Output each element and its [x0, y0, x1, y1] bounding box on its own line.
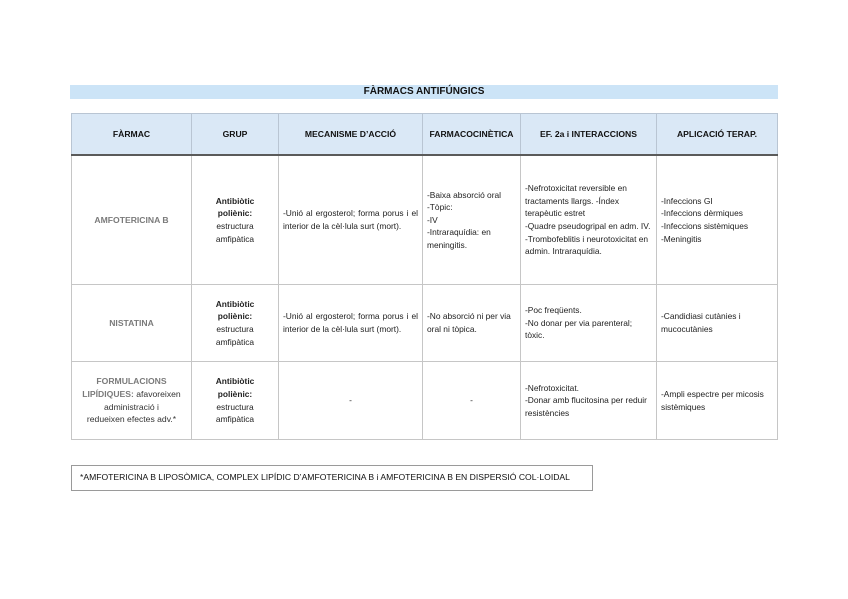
header-efectes: EF. 2a i INTERACCIONS — [521, 114, 657, 156]
header-farmac: FÀRMAC — [72, 114, 192, 156]
header-mecanisme: MECANISME D’ACCIÓ — [279, 114, 423, 156]
text-line: -Poc freqüents. — [525, 305, 582, 316]
grup-line: Antibiòtic — [215, 195, 255, 206]
text-line: -Quadre pseudogripal en adm. IV. — [525, 221, 651, 231]
cell-efectes — [521, 285, 657, 362]
cell-efectes — [521, 155, 657, 285]
grup-line: amfipàtica — [215, 414, 255, 425]
grup-line: poliènic: — [217, 311, 253, 322]
text-line: -No absorció ni per via oral ni tòpica. — [427, 311, 511, 334]
cell-grup — [192, 155, 279, 285]
cell-grup — [192, 285, 279, 362]
cell-farmac — [72, 362, 192, 440]
grup-line: estructura — [216, 324, 254, 334]
grup-line: amfipàtica — [215, 233, 255, 244]
grup-line: poliènic: — [217, 208, 253, 219]
grup-line: Antibiòtic — [215, 298, 255, 309]
page-title: FÀRMACS ANTIFÚNGICS — [70, 85, 778, 99]
text-line: -Nefrotoxicitat. — [525, 382, 579, 393]
cell-mecanisme: -Unió al ergosterol; forma porus i el interior de la cèl·lula surt (mort). — [279, 155, 423, 285]
grup-line: estructura — [216, 401, 254, 412]
farmac-sub-text: afavoreixen — [133, 388, 181, 399]
grup-line: Antibiòtic — [215, 376, 255, 387]
cell-mecanisme: -Unió al ergosterol; forma porus i el interior de la cèl·lula surt (mort). — [279, 285, 423, 362]
header-aplicacio: APLICACIÓ TERAP. — [657, 114, 778, 156]
header-grup: GRUP — [192, 114, 279, 156]
farmac-sub-text: redueixen efectes adv.* — [86, 414, 177, 425]
cell-farmac: NISTATINA — [72, 285, 192, 362]
cell-farmacocinetica — [423, 285, 521, 362]
cell-aplicacio — [657, 155, 778, 285]
farmac-sub-text: administració i — [104, 401, 159, 412]
cell-aplicacio — [657, 285, 778, 362]
text-line: -Baixa absorció oral — [427, 189, 502, 200]
text-line: - — [470, 395, 473, 406]
cell-grup — [192, 362, 279, 440]
farmac-line: FORMULACIONS — [96, 376, 167, 387]
grup-line: amfipàtica — [215, 336, 255, 347]
text-line: -Donar amb flucitosina per reduir resistències — [525, 395, 647, 418]
text-line: -IV — [427, 214, 438, 225]
footnote-box: *AMFOTERICINA B LIPOSÒMICA, COMPLEX LIPÍDIC D’AMFOTERICINA B i AMFOTERICINA B EN DISPERSIÓ COL·LOIDAL — [71, 465, 593, 491]
antifungal-table — [71, 113, 778, 440]
table-row — [72, 285, 778, 362]
text-line: -Tòpic: — [427, 202, 453, 213]
farmac-line: LIPÍDIQUES: — [82, 388, 134, 399]
text-line: -Infeccions dèrmiques — [661, 208, 743, 219]
cell-efectes — [521, 362, 657, 440]
text-line: -No donar per via parenteral; tòxic. — [525, 317, 633, 341]
text-line: -Candidiasi cutànies i mucocutànies — [661, 311, 741, 334]
cell-farmacocinetica — [423, 362, 521, 440]
header-row — [72, 114, 778, 156]
cell-mecanisme: - — [279, 362, 423, 440]
text-line: -Intraraquídia: en meningitis. — [427, 227, 491, 250]
header-farmacocinetica: FARMACOCINÈTICA — [423, 114, 521, 156]
cell-farmac: AMFOTERICINA B — [72, 155, 192, 285]
grup-line: estructura — [216, 221, 254, 231]
text-line: -Meningitis — [661, 233, 702, 244]
cell-farmacocinetica — [423, 155, 521, 285]
text-line: -Infeccions sistèmiques — [661, 221, 749, 231]
grup-line: poliènic: — [217, 388, 253, 399]
text-line: -Ampli espectre per micosis sistèmiques — [661, 388, 764, 412]
text-line: -Nefrotoxicitat reversible en tractaments llargs. -Índex terapèutic estret — [525, 183, 627, 219]
table-row — [72, 155, 778, 285]
cell-aplicacio — [657, 362, 778, 440]
table-row — [72, 362, 778, 440]
text-line: -Infeccions GI — [661, 195, 713, 206]
text-line: -Trombofeblitis i neurotoxicitat en admin. Intraraquídia. — [525, 233, 649, 257]
